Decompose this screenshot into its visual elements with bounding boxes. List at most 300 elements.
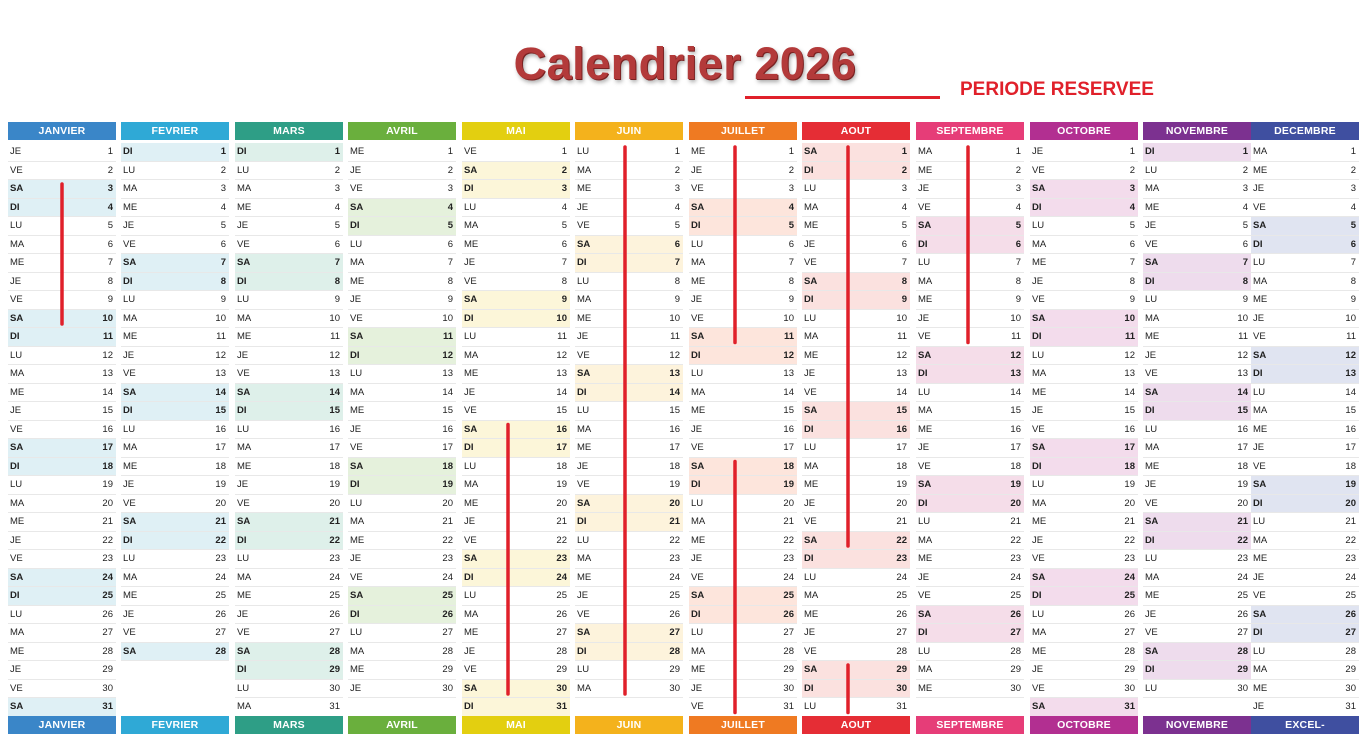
day-cell[interactable] bbox=[8, 199, 116, 218]
day-cell[interactable] bbox=[1251, 421, 1359, 440]
day-cell[interactable] bbox=[1030, 532, 1138, 551]
day-cell[interactable] bbox=[8, 347, 116, 366]
day-cell[interactable] bbox=[1251, 661, 1359, 680]
day-cell[interactable] bbox=[689, 291, 797, 310]
day-cell[interactable] bbox=[462, 458, 570, 477]
day-cell[interactable] bbox=[689, 402, 797, 421]
day-cell[interactable] bbox=[8, 476, 116, 495]
day-cell[interactable] bbox=[462, 217, 570, 236]
day-cell[interactable] bbox=[1143, 291, 1251, 310]
day-cell[interactable] bbox=[1143, 365, 1251, 384]
day-cell[interactable] bbox=[1143, 532, 1251, 551]
day-cell[interactable] bbox=[235, 162, 343, 181]
day-cell[interactable] bbox=[8, 143, 116, 162]
day-cell[interactable] bbox=[1143, 587, 1251, 606]
day-cell[interactable] bbox=[689, 532, 797, 551]
day-cell[interactable] bbox=[1143, 217, 1251, 236]
day-cell[interactable] bbox=[1030, 365, 1138, 384]
day-cell[interactable] bbox=[1030, 402, 1138, 421]
day-cell[interactable] bbox=[462, 624, 570, 643]
day-cell[interactable] bbox=[8, 273, 116, 292]
day-cell[interactable] bbox=[348, 495, 456, 514]
day-cell[interactable] bbox=[462, 698, 570, 717]
day-cell[interactable] bbox=[462, 606, 570, 625]
day-cell[interactable] bbox=[802, 606, 910, 625]
day-cell[interactable] bbox=[348, 513, 456, 532]
day-cell[interactable] bbox=[462, 495, 570, 514]
day-cell[interactable] bbox=[348, 254, 456, 273]
day-cell[interactable] bbox=[1030, 476, 1138, 495]
day-cell[interactable] bbox=[689, 513, 797, 532]
day-cell[interactable] bbox=[8, 328, 116, 347]
day-cell[interactable] bbox=[235, 291, 343, 310]
day-cell[interactable] bbox=[1143, 513, 1251, 532]
day-cell[interactable] bbox=[689, 643, 797, 662]
day-cell[interactable] bbox=[121, 495, 229, 514]
day-cell[interactable] bbox=[1143, 254, 1251, 273]
day-cell[interactable] bbox=[348, 217, 456, 236]
day-cell[interactable] bbox=[235, 606, 343, 625]
day-cell[interactable] bbox=[575, 495, 683, 514]
day-cell[interactable] bbox=[916, 587, 1024, 606]
day-cell[interactable] bbox=[8, 698, 116, 717]
day-cell[interactable] bbox=[1251, 328, 1359, 347]
day-cell[interactable] bbox=[575, 328, 683, 347]
day-cell[interactable] bbox=[1251, 532, 1359, 551]
day-cell[interactable] bbox=[689, 680, 797, 699]
day-cell[interactable] bbox=[8, 587, 116, 606]
day-cell[interactable] bbox=[1030, 384, 1138, 403]
day-cell[interactable] bbox=[8, 495, 116, 514]
day-cell[interactable] bbox=[1143, 421, 1251, 440]
day-cell[interactable] bbox=[1251, 513, 1359, 532]
day-cell[interactable] bbox=[235, 199, 343, 218]
day-cell[interactable] bbox=[235, 513, 343, 532]
day-cell[interactable] bbox=[689, 569, 797, 588]
day-cell[interactable] bbox=[1030, 439, 1138, 458]
day-cell[interactable] bbox=[802, 310, 910, 329]
day-cell[interactable] bbox=[575, 532, 683, 551]
day-cell[interactable] bbox=[689, 347, 797, 366]
day-cell[interactable] bbox=[802, 624, 910, 643]
day-cell[interactable] bbox=[916, 328, 1024, 347]
day-cell[interactable] bbox=[1251, 439, 1359, 458]
day-cell[interactable] bbox=[121, 291, 229, 310]
day-cell[interactable] bbox=[462, 328, 570, 347]
day-cell[interactable] bbox=[8, 550, 116, 569]
day-cell[interactable] bbox=[1251, 680, 1359, 699]
day-cell[interactable] bbox=[689, 236, 797, 255]
day-cell[interactable] bbox=[8, 624, 116, 643]
day-cell[interactable] bbox=[462, 199, 570, 218]
day-cell[interactable] bbox=[575, 347, 683, 366]
day-cell[interactable] bbox=[1143, 606, 1251, 625]
day-cell[interactable] bbox=[235, 180, 343, 199]
day-cell[interactable] bbox=[348, 643, 456, 662]
day-cell[interactable] bbox=[575, 458, 683, 477]
day-cell[interactable] bbox=[689, 439, 797, 458]
day-cell[interactable] bbox=[235, 476, 343, 495]
day-cell[interactable] bbox=[802, 291, 910, 310]
day-cell[interactable] bbox=[348, 661, 456, 680]
day-cell[interactable] bbox=[689, 495, 797, 514]
day-cell[interactable] bbox=[462, 680, 570, 699]
day-cell[interactable] bbox=[802, 476, 910, 495]
day-cell[interactable] bbox=[802, 421, 910, 440]
day-cell[interactable] bbox=[121, 384, 229, 403]
day-cell[interactable] bbox=[348, 273, 456, 292]
day-cell[interactable] bbox=[1251, 569, 1359, 588]
day-cell[interactable] bbox=[802, 680, 910, 699]
day-cell[interactable] bbox=[235, 347, 343, 366]
day-cell[interactable] bbox=[8, 606, 116, 625]
day-cell[interactable] bbox=[8, 402, 116, 421]
day-cell[interactable] bbox=[8, 643, 116, 662]
day-cell[interactable] bbox=[1030, 458, 1138, 477]
day-cell[interactable] bbox=[1251, 365, 1359, 384]
day-cell[interactable] bbox=[916, 273, 1024, 292]
day-cell[interactable] bbox=[121, 402, 229, 421]
day-cell[interactable] bbox=[348, 421, 456, 440]
day-cell[interactable] bbox=[1143, 458, 1251, 477]
day-cell[interactable] bbox=[348, 291, 456, 310]
day-cell[interactable] bbox=[1030, 624, 1138, 643]
day-cell[interactable] bbox=[689, 458, 797, 477]
day-cell[interactable] bbox=[1251, 550, 1359, 569]
day-cell[interactable] bbox=[8, 384, 116, 403]
day-cell[interactable] bbox=[916, 439, 1024, 458]
day-cell[interactable] bbox=[462, 402, 570, 421]
day-cell[interactable] bbox=[348, 606, 456, 625]
day-cell[interactable] bbox=[1251, 199, 1359, 218]
day-cell[interactable] bbox=[575, 643, 683, 662]
day-cell[interactable] bbox=[235, 217, 343, 236]
day-cell[interactable] bbox=[1251, 624, 1359, 643]
day-cell[interactable] bbox=[1030, 310, 1138, 329]
day-cell[interactable] bbox=[348, 458, 456, 477]
day-cell[interactable] bbox=[689, 624, 797, 643]
day-cell[interactable] bbox=[235, 384, 343, 403]
day-cell[interactable] bbox=[802, 513, 910, 532]
day-cell[interactable] bbox=[689, 143, 797, 162]
day-cell[interactable] bbox=[802, 402, 910, 421]
day-cell[interactable] bbox=[121, 365, 229, 384]
day-cell[interactable] bbox=[1030, 495, 1138, 514]
day-cell[interactable] bbox=[8, 162, 116, 181]
day-cell[interactable] bbox=[916, 532, 1024, 551]
day-cell[interactable] bbox=[916, 162, 1024, 181]
day-cell[interactable] bbox=[235, 236, 343, 255]
day-cell[interactable] bbox=[235, 532, 343, 551]
day-cell[interactable] bbox=[121, 347, 229, 366]
day-cell[interactable] bbox=[121, 421, 229, 440]
day-cell[interactable] bbox=[462, 143, 570, 162]
day-cell[interactable] bbox=[1143, 624, 1251, 643]
day-cell[interactable] bbox=[121, 458, 229, 477]
day-cell[interactable] bbox=[121, 587, 229, 606]
day-cell[interactable] bbox=[802, 495, 910, 514]
day-cell[interactable] bbox=[1251, 310, 1359, 329]
day-cell[interactable] bbox=[8, 365, 116, 384]
day-cell[interactable] bbox=[689, 273, 797, 292]
day-cell[interactable] bbox=[1030, 254, 1138, 273]
day-cell[interactable] bbox=[462, 384, 570, 403]
day-cell[interactable] bbox=[916, 569, 1024, 588]
day-cell[interactable] bbox=[1251, 236, 1359, 255]
day-cell[interactable] bbox=[462, 347, 570, 366]
day-cell[interactable] bbox=[575, 143, 683, 162]
day-cell[interactable] bbox=[916, 421, 1024, 440]
day-cell[interactable] bbox=[235, 680, 343, 699]
day-cell[interactable] bbox=[462, 273, 570, 292]
day-cell[interactable] bbox=[1143, 347, 1251, 366]
day-cell[interactable] bbox=[348, 384, 456, 403]
day-cell[interactable] bbox=[1143, 162, 1251, 181]
day-cell[interactable] bbox=[348, 550, 456, 569]
day-cell[interactable] bbox=[1251, 698, 1359, 717]
day-cell[interactable] bbox=[575, 606, 683, 625]
day-cell[interactable] bbox=[462, 421, 570, 440]
day-cell[interactable] bbox=[1030, 291, 1138, 310]
day-cell[interactable] bbox=[1030, 680, 1138, 699]
day-cell[interactable] bbox=[462, 569, 570, 588]
day-cell[interactable] bbox=[916, 365, 1024, 384]
day-cell[interactable] bbox=[121, 273, 229, 292]
day-cell[interactable] bbox=[916, 476, 1024, 495]
day-cell[interactable] bbox=[348, 439, 456, 458]
day-cell[interactable] bbox=[916, 680, 1024, 699]
day-cell[interactable] bbox=[802, 143, 910, 162]
day-cell[interactable] bbox=[802, 199, 910, 218]
day-cell[interactable] bbox=[8, 532, 116, 551]
day-cell[interactable] bbox=[348, 162, 456, 181]
day-cell[interactable] bbox=[462, 550, 570, 569]
day-cell[interactable] bbox=[689, 661, 797, 680]
day-cell[interactable] bbox=[689, 162, 797, 181]
day-cell[interactable] bbox=[1251, 587, 1359, 606]
day-cell[interactable] bbox=[1030, 347, 1138, 366]
day-cell[interactable] bbox=[1143, 236, 1251, 255]
day-cell[interactable] bbox=[121, 217, 229, 236]
day-cell[interactable] bbox=[462, 365, 570, 384]
day-cell[interactable] bbox=[802, 162, 910, 181]
day-cell[interactable] bbox=[916, 199, 1024, 218]
day-cell[interactable] bbox=[235, 643, 343, 662]
day-cell[interactable] bbox=[575, 550, 683, 569]
day-cell[interactable] bbox=[689, 180, 797, 199]
day-cell[interactable] bbox=[575, 254, 683, 273]
day-cell[interactable] bbox=[8, 310, 116, 329]
day-cell[interactable] bbox=[575, 569, 683, 588]
day-cell[interactable] bbox=[575, 180, 683, 199]
day-cell[interactable] bbox=[121, 143, 229, 162]
day-cell[interactable] bbox=[462, 476, 570, 495]
day-cell[interactable] bbox=[575, 421, 683, 440]
day-cell[interactable] bbox=[689, 254, 797, 273]
day-cell[interactable] bbox=[916, 254, 1024, 273]
day-cell[interactable] bbox=[575, 310, 683, 329]
day-cell[interactable] bbox=[121, 162, 229, 181]
day-cell[interactable] bbox=[802, 347, 910, 366]
day-cell[interactable] bbox=[802, 328, 910, 347]
day-cell[interactable] bbox=[348, 310, 456, 329]
day-cell[interactable] bbox=[235, 402, 343, 421]
day-cell[interactable] bbox=[8, 569, 116, 588]
day-cell[interactable] bbox=[1143, 661, 1251, 680]
day-cell[interactable] bbox=[348, 347, 456, 366]
day-cell[interactable] bbox=[689, 606, 797, 625]
day-cell[interactable] bbox=[1143, 439, 1251, 458]
day-cell[interactable] bbox=[1143, 680, 1251, 699]
day-cell[interactable] bbox=[121, 513, 229, 532]
day-cell[interactable] bbox=[802, 698, 910, 717]
day-cell[interactable] bbox=[1143, 384, 1251, 403]
day-cell[interactable] bbox=[348, 180, 456, 199]
day-cell[interactable] bbox=[802, 587, 910, 606]
day-cell[interactable] bbox=[916, 402, 1024, 421]
day-cell[interactable] bbox=[235, 328, 343, 347]
day-cell[interactable] bbox=[1143, 273, 1251, 292]
day-cell[interactable] bbox=[462, 643, 570, 662]
day-cell[interactable] bbox=[1030, 643, 1138, 662]
day-cell[interactable] bbox=[1251, 273, 1359, 292]
day-cell[interactable] bbox=[348, 680, 456, 699]
day-cell[interactable] bbox=[689, 310, 797, 329]
day-cell[interactable] bbox=[235, 365, 343, 384]
day-cell[interactable] bbox=[462, 513, 570, 532]
day-cell[interactable] bbox=[121, 254, 229, 273]
day-cell[interactable] bbox=[1143, 199, 1251, 218]
day-cell[interactable] bbox=[235, 254, 343, 273]
day-cell[interactable] bbox=[1030, 328, 1138, 347]
day-cell[interactable] bbox=[462, 439, 570, 458]
day-cell[interactable] bbox=[1030, 217, 1138, 236]
day-cell[interactable] bbox=[462, 661, 570, 680]
day-cell[interactable] bbox=[121, 199, 229, 218]
day-cell[interactable] bbox=[462, 180, 570, 199]
day-cell[interactable] bbox=[462, 532, 570, 551]
day-cell[interactable] bbox=[121, 439, 229, 458]
day-cell[interactable] bbox=[916, 661, 1024, 680]
day-cell[interactable] bbox=[1143, 180, 1251, 199]
day-cell[interactable] bbox=[8, 680, 116, 699]
day-cell[interactable] bbox=[802, 439, 910, 458]
day-cell[interactable] bbox=[916, 180, 1024, 199]
day-cell[interactable] bbox=[916, 217, 1024, 236]
day-cell[interactable] bbox=[575, 513, 683, 532]
day-cell[interactable] bbox=[1251, 384, 1359, 403]
day-cell[interactable] bbox=[1143, 550, 1251, 569]
day-cell[interactable] bbox=[802, 254, 910, 273]
day-cell[interactable] bbox=[8, 661, 116, 680]
day-cell[interactable] bbox=[802, 180, 910, 199]
day-cell[interactable] bbox=[8, 421, 116, 440]
day-cell[interactable] bbox=[121, 550, 229, 569]
day-cell[interactable] bbox=[802, 273, 910, 292]
day-cell[interactable] bbox=[1143, 569, 1251, 588]
day-cell[interactable] bbox=[916, 643, 1024, 662]
day-cell[interactable] bbox=[1030, 143, 1138, 162]
day-cell[interactable] bbox=[1251, 606, 1359, 625]
day-cell[interactable] bbox=[121, 328, 229, 347]
day-cell[interactable] bbox=[348, 402, 456, 421]
day-cell[interactable] bbox=[802, 458, 910, 477]
day-cell[interactable] bbox=[802, 550, 910, 569]
day-cell[interactable] bbox=[802, 643, 910, 662]
day-cell[interactable] bbox=[689, 328, 797, 347]
day-cell[interactable] bbox=[916, 495, 1024, 514]
day-cell[interactable] bbox=[575, 217, 683, 236]
day-cell[interactable] bbox=[235, 458, 343, 477]
day-cell[interactable] bbox=[575, 236, 683, 255]
day-cell[interactable] bbox=[348, 236, 456, 255]
day-cell[interactable] bbox=[575, 273, 683, 292]
day-cell[interactable] bbox=[235, 661, 343, 680]
day-cell[interactable] bbox=[348, 587, 456, 606]
day-cell[interactable] bbox=[235, 550, 343, 569]
day-cell[interactable] bbox=[462, 291, 570, 310]
day-cell[interactable] bbox=[235, 495, 343, 514]
day-cell[interactable] bbox=[1251, 402, 1359, 421]
day-cell[interactable] bbox=[462, 254, 570, 273]
day-cell[interactable] bbox=[689, 587, 797, 606]
day-cell[interactable] bbox=[462, 587, 570, 606]
day-cell[interactable] bbox=[916, 310, 1024, 329]
day-cell[interactable] bbox=[1143, 143, 1251, 162]
day-cell[interactable] bbox=[348, 199, 456, 218]
day-cell[interactable] bbox=[348, 476, 456, 495]
day-cell[interactable] bbox=[1251, 217, 1359, 236]
day-cell[interactable] bbox=[1143, 495, 1251, 514]
day-cell[interactable] bbox=[348, 143, 456, 162]
day-cell[interactable] bbox=[1251, 476, 1359, 495]
day-cell[interactable] bbox=[1251, 162, 1359, 181]
day-cell[interactable] bbox=[575, 661, 683, 680]
day-cell[interactable] bbox=[121, 624, 229, 643]
day-cell[interactable] bbox=[8, 513, 116, 532]
day-cell[interactable] bbox=[689, 365, 797, 384]
day-cell[interactable] bbox=[575, 680, 683, 699]
day-cell[interactable] bbox=[1251, 643, 1359, 662]
day-cell[interactable] bbox=[916, 291, 1024, 310]
day-cell[interactable] bbox=[8, 236, 116, 255]
day-cell[interactable] bbox=[348, 532, 456, 551]
day-cell[interactable] bbox=[235, 698, 343, 717]
day-cell[interactable] bbox=[689, 384, 797, 403]
day-cell[interactable] bbox=[689, 217, 797, 236]
day-cell[interactable] bbox=[1251, 180, 1359, 199]
day-cell[interactable] bbox=[1143, 310, 1251, 329]
day-cell[interactable] bbox=[8, 291, 116, 310]
day-cell[interactable] bbox=[121, 569, 229, 588]
day-cell[interactable] bbox=[8, 254, 116, 273]
day-cell[interactable] bbox=[235, 143, 343, 162]
day-cell[interactable] bbox=[802, 661, 910, 680]
day-cell[interactable] bbox=[121, 532, 229, 551]
day-cell[interactable] bbox=[802, 365, 910, 384]
day-cell[interactable] bbox=[348, 365, 456, 384]
day-cell[interactable] bbox=[575, 439, 683, 458]
day-cell[interactable] bbox=[235, 421, 343, 440]
day-cell[interactable] bbox=[8, 439, 116, 458]
day-cell[interactable] bbox=[916, 236, 1024, 255]
day-cell[interactable] bbox=[575, 624, 683, 643]
day-cell[interactable] bbox=[8, 180, 116, 199]
day-cell[interactable] bbox=[575, 199, 683, 218]
day-cell[interactable] bbox=[802, 532, 910, 551]
day-cell[interactable] bbox=[462, 236, 570, 255]
day-cell[interactable] bbox=[1030, 162, 1138, 181]
